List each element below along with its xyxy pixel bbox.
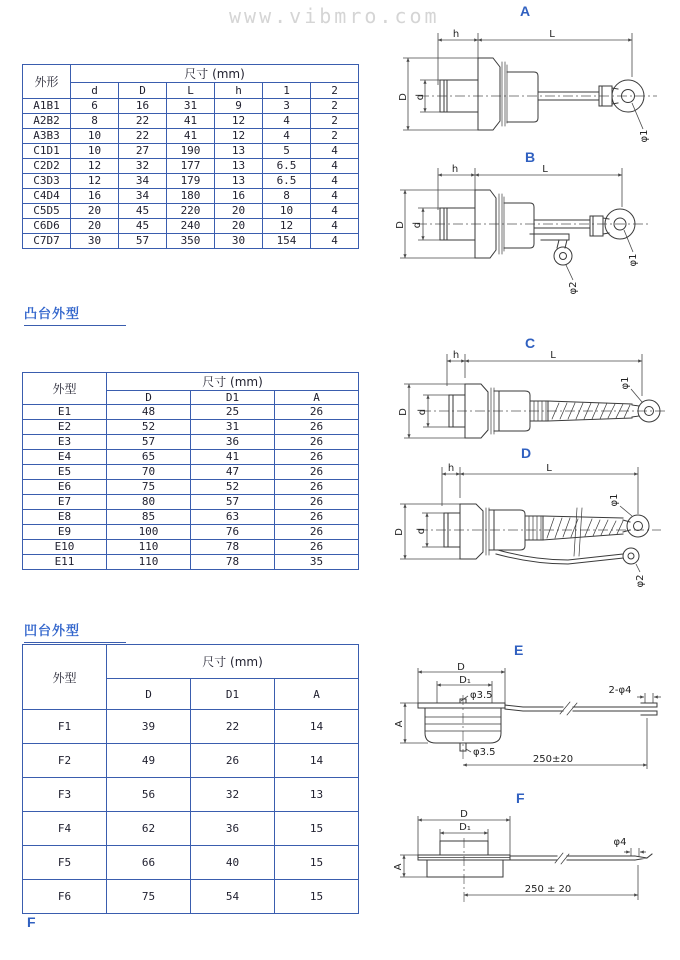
value-cell: 22: [119, 114, 167, 129]
value-cell: 16: [215, 189, 263, 204]
row-label-cell: F4: [23, 812, 107, 846]
table-row: [23, 450, 359, 465]
value-cell: 31: [167, 99, 215, 114]
value-cell: 63: [191, 510, 275, 525]
diagram-e-label: E: [514, 642, 524, 658]
row-label-cell: F3: [23, 778, 107, 812]
row-label-cell: A1B1: [23, 99, 71, 114]
row-label-cell: E1: [23, 405, 107, 420]
value-cell: 2: [311, 129, 359, 144]
value-cell: 70: [107, 465, 191, 480]
value-cell: 27: [119, 144, 167, 159]
table-row: [23, 204, 359, 219]
dimension-lines: [403, 33, 643, 130]
row-label-cell: E4: [23, 450, 107, 465]
value-cell: 45: [119, 204, 167, 219]
device-outline: [418, 699, 657, 751]
dim-label-D: D: [457, 662, 465, 673]
value-cell: 36: [191, 435, 275, 450]
table-body: [23, 99, 359, 249]
row-label-cell: E7: [23, 495, 107, 510]
table-row: [23, 480, 359, 495]
footer-letter: F: [27, 914, 36, 930]
table-row: [23, 405, 359, 420]
value-cell: 100: [107, 525, 191, 540]
value-cell: 190: [167, 144, 215, 159]
value-cell: 76: [191, 525, 275, 540]
corner-header: 外形: [23, 65, 71, 99]
recess-dimension-table: [22, 644, 359, 914]
value-cell: 14: [275, 710, 359, 744]
value-cell: 154: [263, 234, 311, 249]
dim-label-h: h: [452, 29, 460, 40]
row-label-cell: E5: [23, 465, 107, 480]
dim-label-D: D: [398, 93, 409, 101]
size-header: 尺寸 (mm): [71, 65, 359, 83]
dim-label-A: A: [394, 720, 405, 728]
table-row: [23, 174, 359, 189]
row-label-cell: E8: [23, 510, 107, 525]
value-cell: 26: [275, 540, 359, 555]
value-cell: 26: [275, 480, 359, 495]
value-cell: 20: [215, 219, 263, 234]
value-cell: 52: [107, 420, 191, 435]
dim-label-phi2: φ2: [568, 281, 579, 295]
value-cell: 13: [275, 778, 359, 812]
value-cell: 47: [191, 465, 275, 480]
row-label-cell: C5D5: [23, 204, 71, 219]
dim-label-L: L: [542, 164, 548, 175]
value-cell: 12: [71, 174, 119, 189]
value-cell: 26: [275, 405, 359, 420]
dim-label-250: 250 ± 20: [524, 884, 572, 895]
table-row: [23, 778, 359, 812]
diagram-c-label: C: [525, 335, 536, 351]
value-cell: 32: [191, 778, 275, 812]
value-cell: 41: [167, 114, 215, 129]
value-cell: 26: [191, 744, 275, 778]
table-row: [23, 234, 359, 249]
device-outline: [444, 504, 649, 564]
value-cell: 26: [275, 435, 359, 450]
value-cell: 65: [107, 450, 191, 465]
size-header: 尺寸 (mm): [107, 373, 359, 391]
value-cell: 34: [119, 189, 167, 204]
dim-label-L: L: [550, 350, 556, 361]
value-cell: 9: [215, 99, 263, 114]
table-row: [23, 435, 359, 450]
row-label-cell: E3: [23, 435, 107, 450]
value-cell: 240: [167, 219, 215, 234]
dim-label-d: d: [416, 527, 427, 535]
value-cell: 10: [71, 129, 119, 144]
row-label-cell: F6: [23, 880, 107, 914]
table-row: [23, 219, 359, 234]
diagram-d-stud-flex-gate: [393, 458, 678, 595]
value-cell: 41: [167, 129, 215, 144]
dim-label-D: D: [398, 408, 409, 416]
value-cell: 6.5: [263, 159, 311, 174]
value-cell: 32: [119, 159, 167, 174]
table-row: [23, 525, 359, 540]
row-label-cell: E6: [23, 480, 107, 495]
value-cell: 13: [215, 159, 263, 174]
value-cell: 15: [275, 880, 359, 914]
row-label-cell: F2: [23, 744, 107, 778]
value-cell: 57: [191, 495, 275, 510]
dim-label-phi35-top: φ3.5: [470, 690, 493, 701]
diagram-c-stud-flex-lead: [395, 348, 680, 448]
value-cell: 20: [71, 219, 119, 234]
table-row: [23, 159, 359, 174]
diagram-a-label: A: [520, 3, 531, 19]
corner-header: 外型: [23, 645, 107, 710]
value-cell: 22: [191, 710, 275, 744]
value-cell: 6: [71, 99, 119, 114]
diagram-d-label: D: [521, 445, 532, 461]
value-cell: 39: [107, 710, 191, 744]
value-cell: 10: [71, 144, 119, 159]
value-cell: 4: [311, 234, 359, 249]
column-header: D1: [191, 679, 275, 710]
value-cell: 35: [275, 555, 359, 570]
row-label-cell: E11: [23, 555, 107, 570]
site-watermark: www.vibmro.com: [229, 4, 440, 28]
size-header: 尺寸 (mm): [107, 645, 359, 679]
value-cell: 85: [107, 510, 191, 525]
row-label-cell: A3B3: [23, 129, 71, 144]
value-cell: 350: [167, 234, 215, 249]
value-cell: 45: [119, 219, 167, 234]
table-row: [23, 880, 359, 914]
outline-dimension-table: [22, 64, 359, 249]
dim-label-phi1: φ1: [620, 376, 631, 390]
dim-label-250: 250±20: [532, 754, 574, 765]
diagram-e-puck-wires: [395, 662, 675, 780]
diagram-f-flat-lead: [395, 807, 680, 920]
value-cell: 12: [263, 219, 311, 234]
value-cell: 78: [191, 540, 275, 555]
dim-label-D: D: [394, 528, 405, 536]
diagram-b-stud-ring-gate: [393, 158, 673, 300]
dim-label-phi2: φ2: [635, 574, 646, 588]
value-cell: 66: [107, 846, 191, 880]
value-cell: 12: [71, 159, 119, 174]
value-cell: 6.5: [263, 174, 311, 189]
value-cell: 26: [275, 450, 359, 465]
value-cell: 52: [191, 480, 275, 495]
row-label-cell: C1D1: [23, 144, 71, 159]
column-header: A: [275, 391, 359, 405]
table-row: [23, 540, 359, 555]
value-cell: 3: [263, 99, 311, 114]
value-cell: 2: [311, 99, 359, 114]
table-row: [23, 465, 359, 480]
dim-label-d: d: [415, 93, 426, 101]
value-cell: 31: [191, 420, 275, 435]
dim-label-D1: D₁: [459, 675, 471, 686]
value-cell: 4: [311, 204, 359, 219]
value-cell: 26: [275, 420, 359, 435]
value-cell: 22: [119, 129, 167, 144]
diagram-b-label: B: [525, 149, 536, 165]
column-header: h: [215, 83, 263, 99]
value-cell: 26: [275, 525, 359, 540]
row-label-cell: F5: [23, 846, 107, 880]
dim-label-phi1: φ1: [628, 253, 639, 267]
corner-header: 外型: [23, 373, 107, 405]
dim-label-D: D: [395, 221, 406, 229]
table-row: [23, 846, 359, 880]
value-cell: 13: [215, 174, 263, 189]
section-heading-recess: 凹台外型: [24, 620, 126, 643]
row-label-cell: E2: [23, 420, 107, 435]
table-row: [23, 812, 359, 846]
section-heading-boss: 凸台外型: [24, 303, 126, 326]
value-cell: 20: [71, 204, 119, 219]
value-cell: 26: [275, 495, 359, 510]
value-cell: 8: [263, 189, 311, 204]
column-header: L: [167, 83, 215, 99]
column-header: D1: [191, 391, 275, 405]
value-cell: 30: [71, 234, 119, 249]
value-cell: 110: [107, 555, 191, 570]
value-cell: 16: [71, 189, 119, 204]
table-row: [23, 144, 359, 159]
value-cell: 75: [107, 880, 191, 914]
dim-label-d: d: [412, 221, 423, 229]
value-cell: 5: [263, 144, 311, 159]
table-row: [23, 420, 359, 435]
value-cell: 2: [311, 114, 359, 129]
row-label-cell: C7D7: [23, 234, 71, 249]
row-label-cell: A2B2: [23, 114, 71, 129]
dim-label-phi1: φ1: [609, 493, 620, 507]
row-label-cell: F1: [23, 710, 107, 744]
value-cell: 4: [263, 129, 311, 144]
value-cell: 177: [167, 159, 215, 174]
table-row: [23, 189, 359, 204]
dim-label-d: d: [417, 408, 428, 416]
diagram-a-stud-ring-lead: [395, 25, 670, 150]
value-cell: 34: [119, 174, 167, 189]
diagram-f-label: F: [516, 790, 525, 806]
value-cell: 16: [119, 99, 167, 114]
column-header: A: [275, 679, 359, 710]
dim-label-D1: D₁: [459, 822, 471, 833]
dim-label-phi4: φ4: [613, 837, 627, 848]
value-cell: 8: [71, 114, 119, 129]
value-cell: 25: [191, 405, 275, 420]
value-cell: 179: [167, 174, 215, 189]
dim-label-L: L: [549, 29, 555, 40]
value-cell: 4: [311, 159, 359, 174]
value-cell: 220: [167, 204, 215, 219]
value-cell: 75: [107, 480, 191, 495]
boss-dimension-table: [22, 372, 359, 570]
value-cell: 26: [275, 465, 359, 480]
dim-label-A: A: [393, 863, 404, 871]
value-cell: 40: [191, 846, 275, 880]
value-cell: 41: [191, 450, 275, 465]
value-cell: 12: [215, 129, 263, 144]
table-row: [23, 744, 359, 778]
value-cell: 49: [107, 744, 191, 778]
row-label-cell: C2D2: [23, 159, 71, 174]
device-outline: [440, 190, 635, 265]
value-cell: 180: [167, 189, 215, 204]
column-header: 2: [311, 83, 359, 99]
table-body: [23, 405, 359, 570]
table-body: [23, 710, 359, 914]
value-cell: 48: [107, 405, 191, 420]
value-cell: 4: [311, 144, 359, 159]
value-cell: 54: [191, 880, 275, 914]
dimension-lines: [404, 354, 642, 438]
column-header: d: [71, 83, 119, 99]
value-cell: 4: [311, 174, 359, 189]
dim-label-h: h: [452, 350, 460, 361]
dim-label-phi35-bottom: φ3.5: [473, 747, 496, 758]
dim-label-L: L: [546, 463, 552, 474]
table-row: [23, 495, 359, 510]
row-label-cell: C3D3: [23, 174, 71, 189]
value-cell: 13: [215, 144, 263, 159]
value-cell: 10: [263, 204, 311, 219]
column-header: D: [107, 391, 191, 405]
value-cell: 36: [191, 812, 275, 846]
value-cell: 4: [311, 219, 359, 234]
dim-label-h: h: [451, 164, 459, 175]
table-row: [23, 114, 359, 129]
value-cell: 78: [191, 555, 275, 570]
dim-label-2phi4: 2-φ4: [608, 685, 632, 696]
dim-label-phi1: φ1: [639, 129, 650, 143]
value-cell: 4: [311, 189, 359, 204]
value-cell: 15: [275, 846, 359, 880]
dim-label-h: h: [447, 463, 455, 474]
value-cell: 4: [263, 114, 311, 129]
row-label-cell: C6D6: [23, 219, 71, 234]
table-row: [23, 510, 359, 525]
row-label-cell: E10: [23, 540, 107, 555]
value-cell: 14: [275, 744, 359, 778]
dimension-lines: [400, 816, 646, 900]
value-cell: 62: [107, 812, 191, 846]
value-cell: 57: [119, 234, 167, 249]
value-cell: 12: [215, 114, 263, 129]
value-cell: 110: [107, 540, 191, 555]
table-row: [23, 99, 359, 114]
value-cell: 56: [107, 778, 191, 812]
value-cell: 15: [275, 812, 359, 846]
value-cell: 20: [215, 204, 263, 219]
dimension-lines: [400, 668, 661, 769]
value-cell: 80: [107, 495, 191, 510]
column-header: D: [107, 679, 191, 710]
column-header: D: [119, 83, 167, 99]
row-label-cell: E9: [23, 525, 107, 540]
value-cell: 30: [215, 234, 263, 249]
value-cell: 26: [275, 510, 359, 525]
table-row: [23, 710, 359, 744]
table-row: [23, 555, 359, 570]
column-header: 1: [263, 83, 311, 99]
device-outline: [440, 58, 644, 130]
dim-label-D: D: [460, 809, 468, 820]
table-row: [23, 129, 359, 144]
value-cell: 57: [107, 435, 191, 450]
row-label-cell: C4D4: [23, 189, 71, 204]
